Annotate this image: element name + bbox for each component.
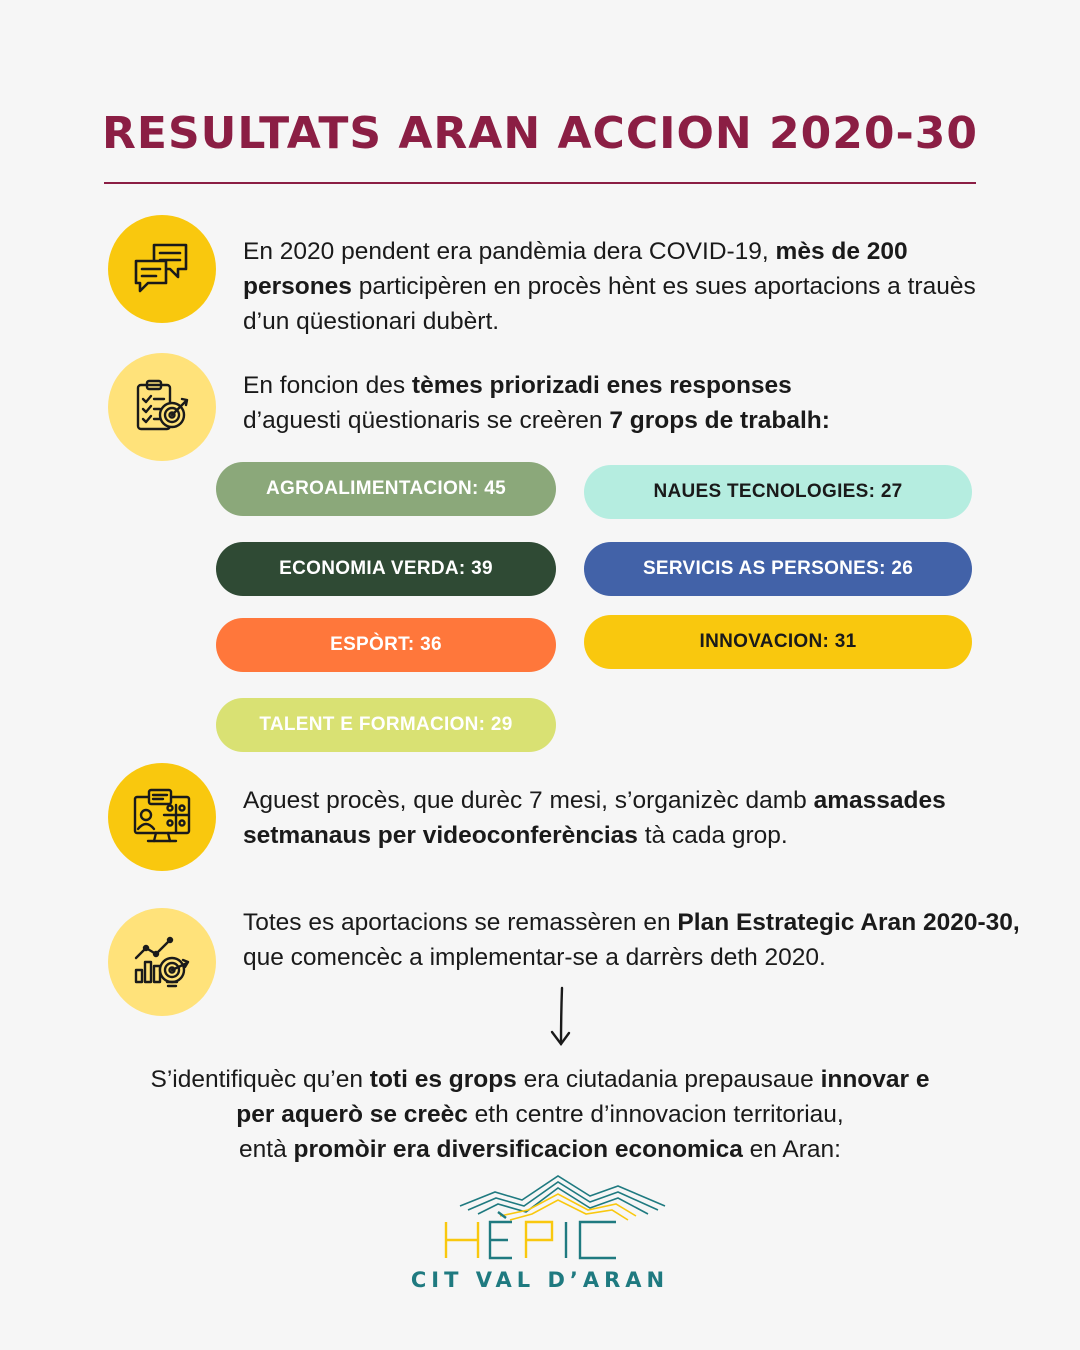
group-pill-esport: ESPÒRT: 36 [216, 618, 556, 672]
section-3-text: Aguest procès, que durèc 7 mesi, s’organizèc damb amassades setmanaus per videoconferèncias tà cada grop. [243, 787, 946, 849]
section-2-text: En foncion des tèmes priorizadi enes responses d’aguesti qüestionaris se creèren 7 grops de trabalh: [243, 372, 830, 434]
group-pill-talent-e-formacion: TALENT E FORMACION: 29 [216, 698, 556, 752]
group-pill-agroalimentacion: AGROALIMENTACION: 45 [216, 462, 556, 516]
arrow-down-icon [549, 986, 573, 1048]
section-4-text: Totes es aportacions se remassèren en Plan Estrategic Aran 2020-30, que comencèc a implementar-se a darrèrs deth 2020. [243, 909, 1020, 971]
logo-subtitle: CIT VAL D’ARAN [410, 1268, 670, 1292]
section-1-text: En 2020 pendent era pandèmia dera COVID-19, mès de 200 persones participèren en procès hènt es sues aportacions a trauès d’un qüestionari dubèrt. [243, 238, 976, 335]
title-divider [104, 182, 976, 184]
page-title: RESULTATS ARAN ACCION 2020-30 [102, 108, 978, 159]
clipboard-target-icon [108, 353, 216, 461]
closing-text: S’identifiquèc qu’en toti es grops era ciutadania prepausaue innovar e per aquerò se creèc eth centre d’innovacion territoriau, entà promòir era diversificacion economica en Aran: [150, 1066, 930, 1163]
group-pill-servicis-as-persones: SERVICIS AS PERSONES: 26 [584, 542, 972, 596]
chat-bubbles-icon [108, 215, 216, 323]
video-conference-icon [108, 763, 216, 871]
group-pill-naues-tecnologies: NAUES TECNOLOGIES: 27 [584, 465, 972, 519]
growth-strategy-icon [108, 908, 216, 1016]
group-pill-economia-verda: ECONOMIA VERDA: 39 [216, 542, 556, 596]
group-pill-innovacion: INNOVACION: 31 [584, 615, 972, 669]
